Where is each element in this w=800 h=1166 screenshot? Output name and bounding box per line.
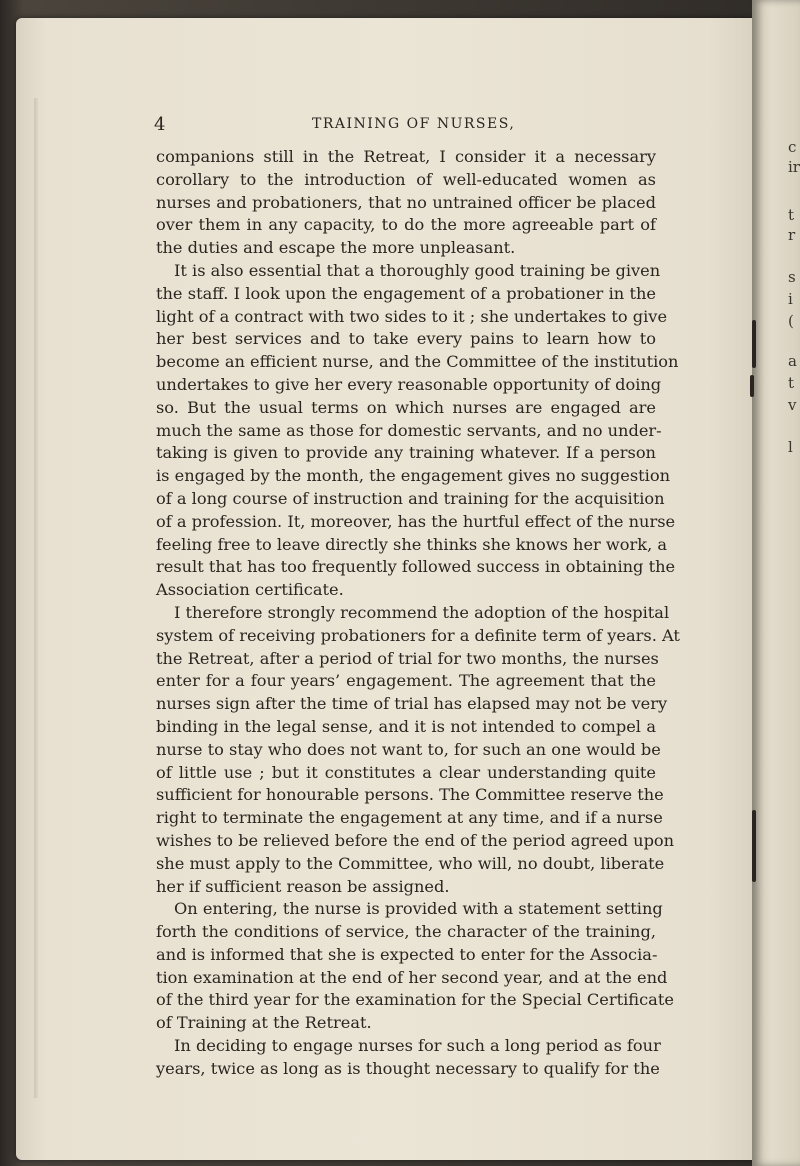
text-line: right to terminate the engagement at any time, and if a nurse [156,808,663,828]
fragment: v [788,396,797,414]
text-line: so. But the usual terms on which nurses are engaged are [156,397,656,417]
text-line: is engaged by the month, the engagement gives no suggestion [156,466,671,486]
ink-mark [752,810,756,882]
text-line: become an efficient nurse, and the Committee of the institution [156,352,679,372]
text-line: undertakes to give her every reasonable opportunity of doing [156,374,662,394]
running-title: TRAINING OF NURSES, [312,116,516,132]
text-line: of a profession. It, moreover, has the hurtful effect of the nurse [156,511,676,531]
text-line: of Training at the Retreat. [156,1013,372,1033]
fragment: r [788,226,796,244]
page-edge [34,98,38,1098]
text-line: nurses and probationers, that no untrained officer be placed [156,192,656,212]
text-line: sufficient for honourable persons. The Committee reserve the [156,785,664,805]
text-line: nurse to stay who does not want to, for such an one would be [156,739,661,759]
page-number: 4 [154,114,166,135]
text-line: enter for a four years’ engagement. The agreement that the [156,671,656,691]
text-line: years, twice as long as is thought necessary to qualify for the [156,1058,660,1078]
text-line: system of receiving probationers for a definite term of years. At [156,625,680,645]
fragment: ir [788,158,800,176]
text-line: In deciding to engage nurses for such a long period as four [174,1036,661,1056]
text-line: her if sufficient reason be assigned. [156,876,450,896]
text-line: I therefore strongly recommend the adoption of the hospital [174,602,670,622]
text-line: binding in the legal sense, and it is not intended to compel a [156,716,656,736]
text-line: On entering, the nurse is provided with a statement setting [174,899,663,919]
text-line: tion examination at the end of her second year, and at the end [156,967,668,987]
fragment: ( [788,312,794,330]
text-line: light of a contract with two sides to it ; she undertakes to give [156,306,668,326]
text-line: over them in any capacity, to do the more agreeable part of [156,215,656,235]
text-line: of the third year for the examination for the Special Certificate [156,990,674,1010]
text-line: feeling free to leave directly she thinks she knows her work, a [156,534,668,554]
text-line: It is also essential that a thoroughly good training be given [174,260,661,280]
text-line: forth the conditions of service, the character of the training, [156,922,656,942]
ink-mark [750,375,754,397]
fragment: t [788,374,795,392]
text-line: the staff. I look upon the engagement of a probationer in the [156,283,656,303]
text-line: and is informed that she is expected to enter for the Associa- [156,944,658,964]
fragment: i [788,290,793,308]
fragment: l [788,438,793,456]
text-line: taking is given to provide any training whatever. If a person [156,443,656,463]
text-line: the Retreat, after a period of trial for two months, the nurses [156,648,659,668]
text-line: corollary to the introduction of well-educated women as [156,169,656,189]
text-line: the duties and escape the more unpleasant. [156,238,516,258]
body-text [156,146,680,1081]
text-line: wishes to be relieved before the end of the period agreed upon [156,830,675,850]
text-line: of a long course of instruction and training for the acquisition [156,488,665,508]
text-line: she must apply to the Committee, who will, no doubt, liberate [156,853,665,873]
page-header [154,114,654,138]
text-line: nurses sign after the time of trial has elapsed may not be very [156,694,668,714]
text-line: of little use ; but it constitutes a clear understanding quite [156,762,656,782]
fragment: a [788,352,797,370]
text-line: Association certificate. [156,580,344,600]
ink-mark [752,320,756,368]
fragment: t [788,206,795,224]
text-line: companions still in the Retreat, I consider it a necessary [156,147,656,166]
text-line: much the same as those for domestic servants, and no under- [156,420,662,440]
fragment: s [788,268,796,286]
fragment: c [788,138,797,156]
text-line: her best services and to take every pains to learn how to [156,329,656,349]
text-line: result that has too frequently followed success in obtaining the [156,557,676,577]
